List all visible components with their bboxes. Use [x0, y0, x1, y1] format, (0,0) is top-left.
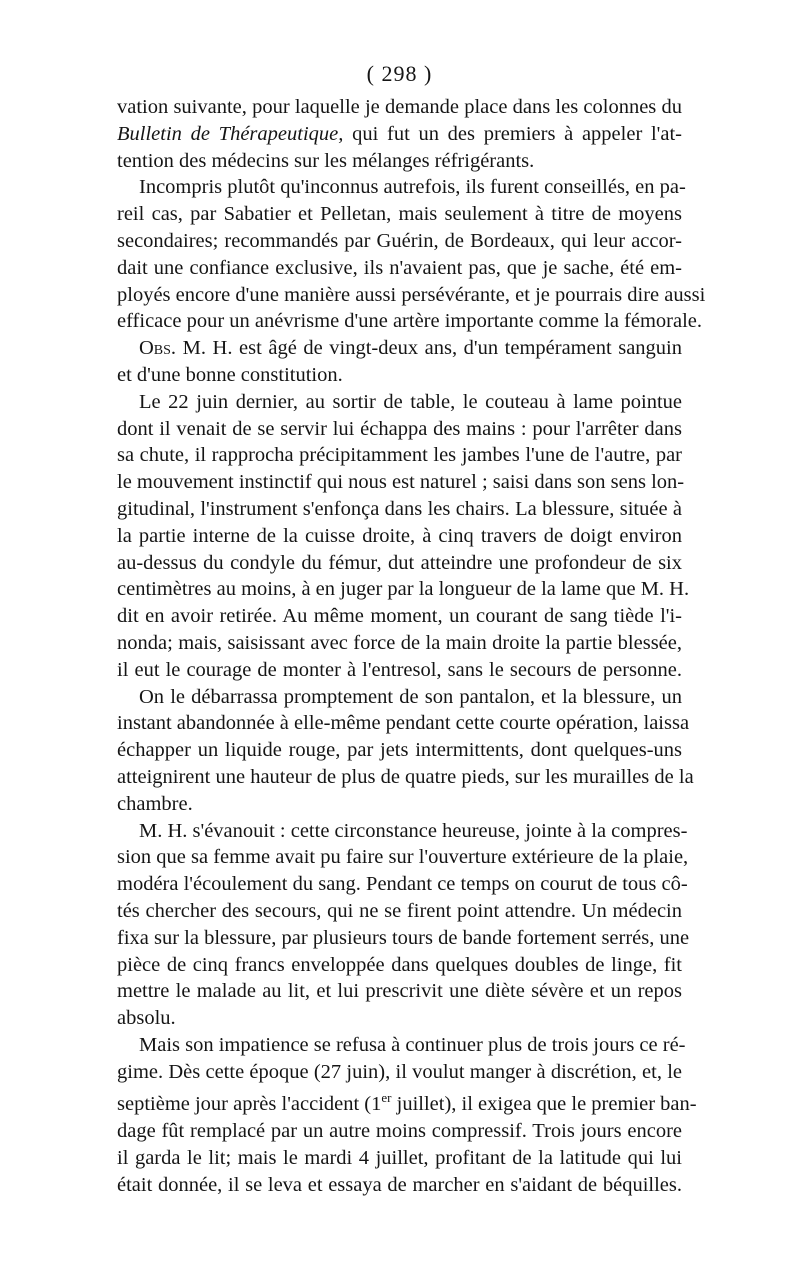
text-line: échapper un liquide rouge, par jets intermittents, dont quelques-uns: [117, 739, 682, 762]
text-line: la partie interne de la cuisse droite, à cinq travers de doigt environ: [117, 524, 682, 547]
text-line: était donnée, il se leva et essaya de marcher en s'aidant de béquilles.: [117, 1173, 682, 1196]
text-line: centimètres au moins, à en juger par la longueur de la lame que M. H.: [117, 578, 690, 601]
text-line: gitudinal, l'instrument s'enfonça dans les chairs. La blessure, située à: [117, 497, 682, 520]
text-line: dait une confiance exclusive, ils n'avaient pas, que je sache, été em-: [117, 256, 682, 279]
text-line: et d'une bonne constitution.: [117, 363, 343, 386]
text-line: il garda le lit; mais le mardi 4 juillet, profitant de la latitude qui lui: [117, 1146, 682, 1169]
paragraph: [117, 335, 682, 389]
text-line: fixa sur la blessure, par plusieurs tours de bande fortement serrés, une: [117, 926, 690, 949]
text-line: ployés encore d'une manière aussi persévérante, et je pourrais dire aussi: [117, 283, 706, 306]
text-line: il eut le courage de monter à l'entresol, sans le secours de personne.: [117, 658, 682, 681]
text-line: tention des médecins sur les mélanges réfrigérants.: [117, 149, 535, 172]
text-line: atteignirent une hauteur de plus de quatre pieds, sur les murailles de la: [117, 765, 694, 788]
text-line: M. H. s'évanouit : cette circonstance heureuse, jointe à la compres-: [139, 819, 688, 842]
text-line: reil cas, par Sabatier et Pelletan, mais seulement à titre de moyens: [117, 203, 682, 226]
page-number: ( 298 ): [366, 61, 433, 86]
page-body: [117, 60, 706, 1199]
text-line: Obs. M. H. est âgé de vingt-deux ans, d'un tempérament sanguin: [139, 337, 682, 360]
text-line: On le débarrassa promptement de son pantalon, et la blessure, un: [139, 685, 682, 708]
text-line: gime. Dès cette époque (27 juin), il voulut manger à discrétion, et, le: [117, 1060, 682, 1083]
text-line: dit en avoir retirée. Au même moment, un courant de sang tiède l'i-: [117, 605, 682, 628]
paragraph: [117, 94, 682, 174]
text-line: au-dessus du condyle du fémur, dut atteindre une profondeur de six: [117, 551, 682, 574]
text-line: dont il venait de se servir lui échappa des mains : pour l'arrêter dans: [117, 417, 682, 440]
text-line: sion que sa femme avait pu faire sur l'ouverture extérieure de la plaie,: [117, 846, 689, 869]
text-line: instant abandonnée à elle-même pendant cette courte opération, laissa: [117, 712, 690, 735]
text-line: dage fût remplacé par un autre moins compressif. Trois jours encore: [117, 1120, 682, 1143]
text-line: absolu.: [117, 1007, 176, 1030]
text-line: mettre le malade au lit, et lui prescrivit une diète sévère et un repos: [117, 980, 682, 1003]
text-line: Le 22 juin dernier, au sortir de table, le couteau à lame pointue: [139, 390, 682, 413]
text-line: Mais son impatience se refusa à continuer plus de trois jours ce ré-: [139, 1033, 686, 1056]
text-line: chambre.: [117, 792, 193, 815]
paragraph: [117, 1032, 697, 1199]
paragraph: [117, 389, 690, 684]
text-line: nonda; mais, saisissant avec force de la main droite la partie blessée,: [117, 631, 682, 654]
text-line: secondaires; recommandés par Guérin, de Bordeaux, qui leur accor-: [117, 229, 682, 252]
text-line: septième jour après l'accident (1er juillet), il exigea que le premier ban-: [117, 1090, 697, 1116]
text-line: vation suivante, pour laquelle je demande place dans les colonnes du: [117, 96, 682, 118]
text-body: [117, 94, 706, 1199]
text-line: modéra l'écoulement du sang. Pendant ce temps on courut de tous cô-: [117, 873, 688, 896]
text-line: sa chute, il rapprocha précipitamment les jambes l'une de l'autre, par: [117, 444, 682, 467]
text-line: tés chercher des secours, qui ne se firent point attendre. Un médecin: [117, 899, 682, 922]
text-line: le mouvement instinctif qui nous est naturel ; saisi dans son sens lon-: [117, 471, 685, 494]
text-line: Bulletin de Thérapeutique, qui fut un des premiers à appeler l'at-: [117, 122, 682, 145]
text-line: efficace pour un anévrisme d'une artère importante comme la fémorale.: [117, 310, 703, 333]
paragraph: [117, 818, 690, 1032]
paragraph: [117, 174, 706, 335]
text-line: pièce de cinq francs enveloppée dans quelques doubles de linge, fit: [117, 953, 682, 976]
paragraph: [117, 684, 694, 818]
text-line: Incompris plutôt qu'inconnus autrefois, ils furent conseillés, en pa-: [139, 176, 686, 199]
